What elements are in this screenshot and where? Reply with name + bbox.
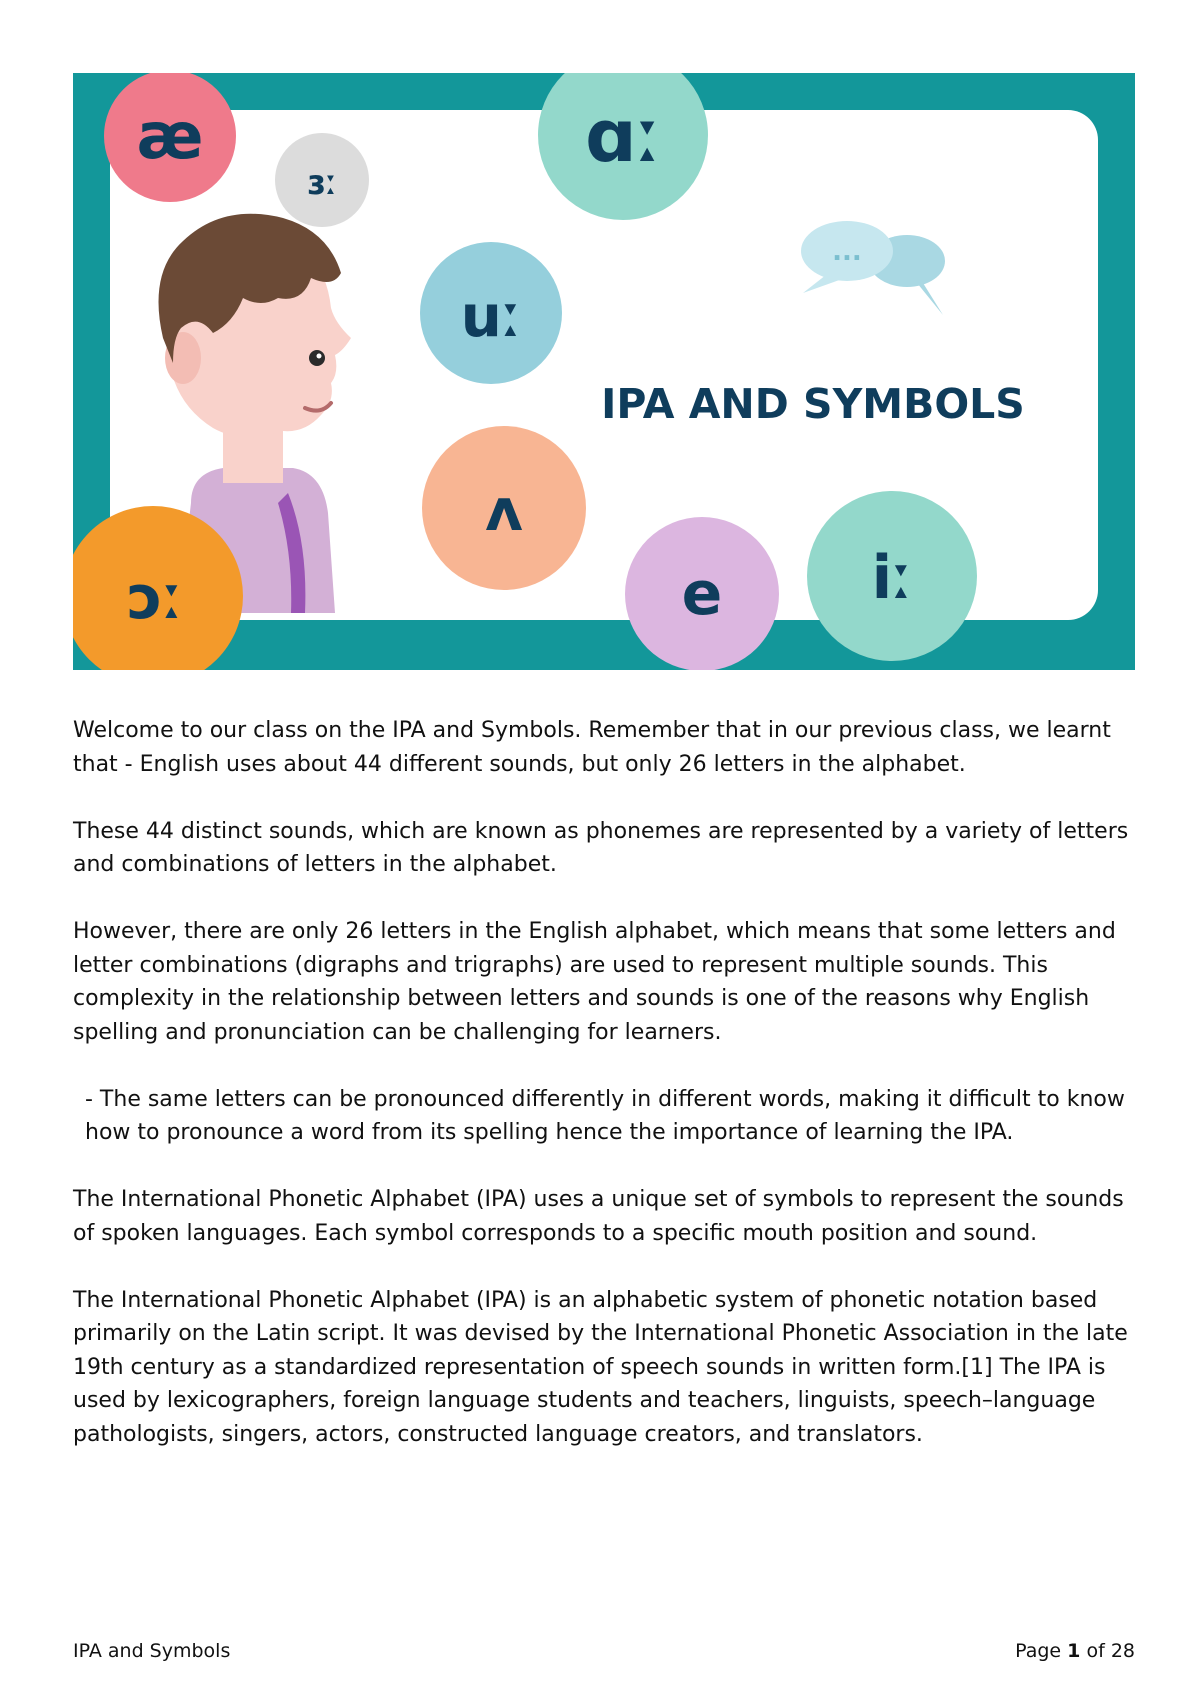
lesson-body [73,714,1135,1485]
svg-text:æ: æ [136,100,204,174]
svg-text:uː: uː [460,282,522,350]
svg-text:e: e [681,559,723,629]
page-footer [73,1638,1135,1664]
svg-text:ɜː: ɜː [307,163,337,203]
symbol-circle-uh [422,426,586,590]
page-counter: Page 1 of 28 [1015,1640,1135,1662]
svg-text:ʌ: ʌ [485,476,523,544]
paragraph-ipa-symbols: The International Phonetic Alphabet (IPA) uses a unique set of symbols to represent the sounds of spoken languages. Each symbol corresponds to a specific mouth position and sound. [73,1187,1124,1246]
footer-document-title: IPA and Symbols [73,1640,231,1662]
svg-text:iː: iː [871,543,913,613]
total-pages: 28 [1110,1640,1135,1662]
symbol-circle-er [275,133,369,227]
ipa-banner-illustration [73,73,1135,670]
banner-title: IPA AND SYMBOLS [601,380,1025,428]
paragraph-welcome: Welcome to our class on the IPA and Symbols. Remember that in our previous class, we learnt that - English uses about 44 different sounds, but only 26 letters in the alphabet. [73,718,1111,777]
current-page-number: 1 [1067,1640,1081,1662]
paragraph-ipa-definition: The International Phonetic Alphabet (IPA) is an alphabetic system of phonetic notation based primarily on the Latin script. It was devised by the International Phonetic Association in the late 19th century as a standardized representation of speech sounds in written form.[1] The IPA is used by lexicographers, foreign language students and teachers, linguists, speech–language pathologists, singers, actors, constructed language creators, and translators. [73,1287,1128,1447]
paragraph-letters: However, there are only 26 letters in the English alphabet, which means that some letters and letter combinations (digraphs and trigraphs) are used to represent multiple sounds. This complexity in the relationship between letters and sounds is one of the reasons why English spelling and pronunciation can be challenging for learners. [73,919,1116,1045]
banner-graphic [73,73,1135,670]
paragraph-pronunciation: - The same letters can be pronounced differently in different words, making it difficult to know how to pronounce a word from its spelling hence the importance of learning the IPA. [85,1086,1125,1145]
symbol-circle-ae [104,73,236,202]
svg-text:ɑː: ɑː [585,94,661,178]
paragraph-phonemes: These 44 distinct sounds, which are known as phonemes are represented by a variety of letters and combinations of letters in the alphabet. [73,818,1129,877]
symbol-circle-oo [420,242,562,384]
svg-text:ɔː: ɔː [127,563,183,633]
svg-text:...: ... [832,237,862,267]
symbol-circle-ee [807,491,977,661]
symbol-circle-e [625,517,779,670]
